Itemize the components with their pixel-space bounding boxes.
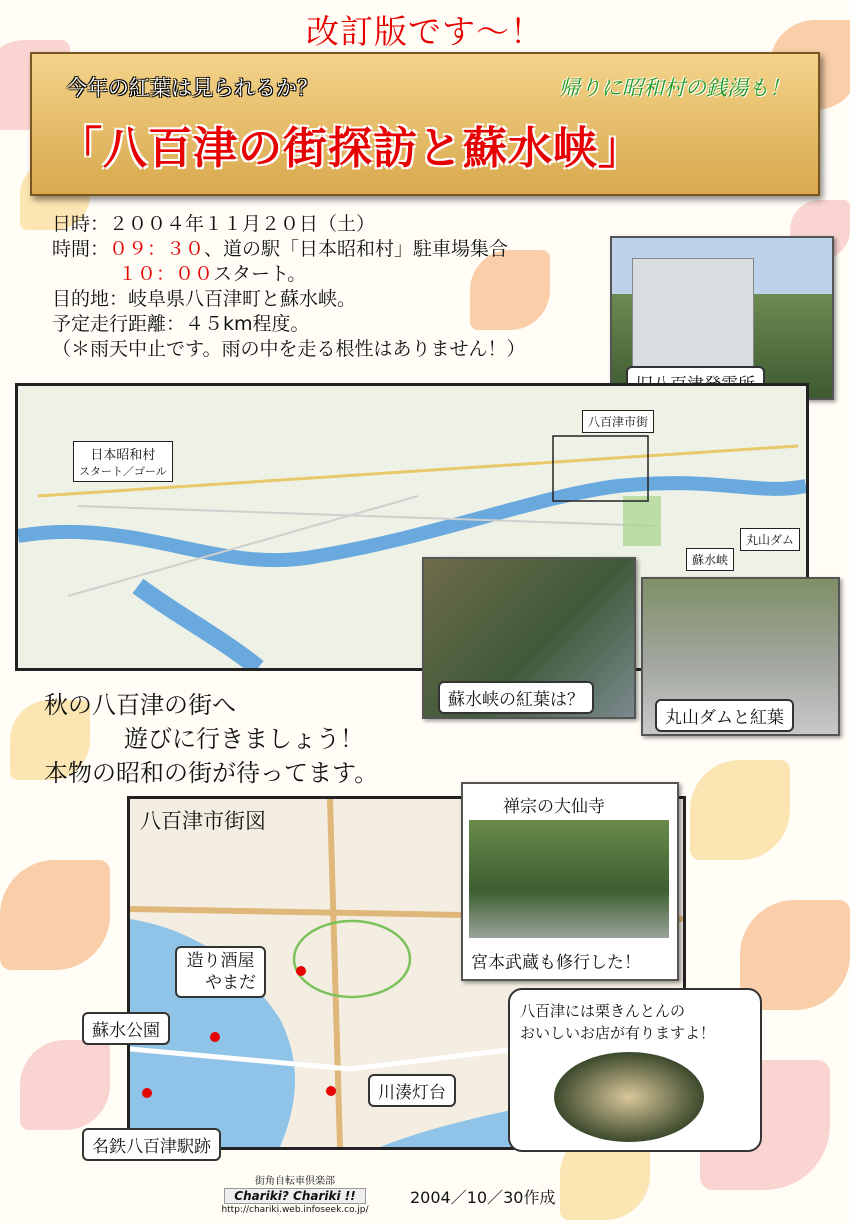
power-station-building [632,258,754,370]
tagline-right: 帰りに昭和村の銭湯も！ [559,76,790,100]
tagline-left: 今年の紅葉は見られるか？ [66,76,318,100]
club-logo: Chariki? Chariki !! [224,1188,366,1204]
park-marker [210,1032,220,1042]
station-label: 名鉄八百津駅跡 [82,1128,221,1161]
club-footer [210,1172,380,1215]
dam-caption: 丸山ダムと紅葉 [655,699,794,732]
sweets-plate-photo [554,1052,704,1142]
sweets-note-line1: 八百津には栗きんとんの [520,1002,686,1020]
brewery-marker [296,966,306,976]
cta-line3: 本物の昭和の街が待ってます。 [44,759,379,787]
temple-note: 宮本武蔵も修行した！ [471,953,641,973]
event-distance: 予定走行距離：４５km程度。 [52,313,310,335]
club-name: 街角自転車倶楽部 [255,1176,335,1187]
gorge-caption: 蘇水峡の紅葉は？ [438,681,594,714]
temple-picture [469,820,669,938]
brewery-label: 造り酒屋 やまだ [175,946,266,998]
event-time-start: １０：００スタート。 [118,263,307,285]
town-label: 八百津市街 [582,410,654,433]
dam-label: 丸山ダム [740,528,800,551]
gorge-label: 蘇水峡 [686,548,734,571]
start-goal-label: 日本昭和村 スタート／ゴール [73,441,173,482]
title-banner [30,52,820,196]
cta-line1: 秋の八百津の街へ [44,691,236,719]
city-map-title: 八百津市街図 [140,809,266,833]
cta-line2: 遊びに行きましょう！ [124,725,364,753]
station-marker [142,1088,152,1098]
call-to-action [44,688,378,790]
temple-photo [461,782,679,981]
sweets-note-line2: おいしいお店が有りますよ！ [520,1024,716,1042]
revised-notice: 改訂版です～！ [306,12,544,51]
temple-caption: 禅宗の大仙寺 [503,797,605,817]
event-title: 「八百津の街探訪と蘇水峡」 [58,123,643,174]
event-info [52,212,525,362]
lighthouse-marker [326,1086,336,1096]
event-destination: 目的地：岐阜県八百津町と蘇水峡。 [52,288,357,310]
rain-note: （＊雨天中止です。雨の中を走る根性はありません！） [52,338,526,360]
lighthouse-label: 川湊灯台 [368,1074,456,1107]
gorge-photo [422,557,636,719]
created-date: 2004／10／30作成 [410,1188,556,1207]
event-date: 日時：２００４年１１月２０日（土） [52,213,376,235]
dam-photo [641,577,840,736]
power-station-photo [610,236,834,400]
club-url[interactable]: http://chariki.web.infoseek.co.jp/ [221,1205,369,1215]
park-label: 蘇水公園 [82,1012,170,1045]
event-time-meet: 時間：０９：３０、道の駅「日本昭和村」駐車場集合 [52,238,509,260]
sweets-panel [508,988,762,1152]
